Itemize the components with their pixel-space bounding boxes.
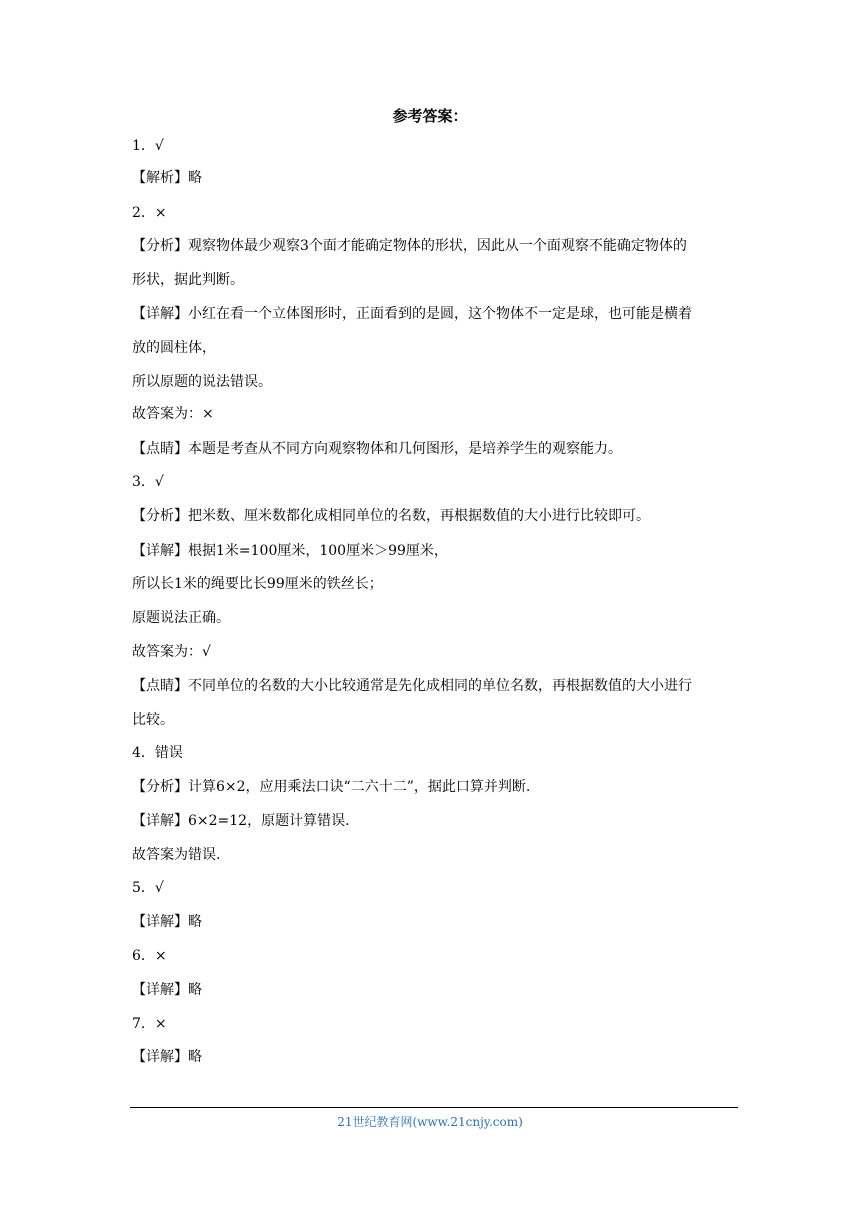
answer-line: 【点睛】本题是考查从不同方向观察物体和几何图形，是培养学生的观察能力。 <box>132 441 622 457</box>
answer-line: 6．× <box>132 948 167 964</box>
answer-line: 7．× <box>132 1016 167 1032</box>
answer-line: 【详解】根据1米=100厘米，100厘米＞99厘米， <box>132 543 448 559</box>
answer-line: 3．√ <box>132 474 164 490</box>
answer-line: 所以原题的说法错误。 <box>132 374 272 390</box>
answer-line: 形状，据此判断。 <box>132 272 244 288</box>
answer-line: 【分析】把米数、厘米数都化成相同单位的名数，再根据数值的大小进行比较即可。 <box>132 508 650 524</box>
answer-line: 【点睛】不同单位的名数的大小比较通常是先化成相同的单位名数，再根据数值的大小进行 <box>132 678 692 694</box>
answer-line: 所以长1米的绳要比长99厘米的铁丝长； <box>132 576 383 592</box>
page-title: 参考答案： <box>392 107 468 125</box>
answer-line: 5．√ <box>132 880 164 896</box>
answer-line: 比较。 <box>132 712 174 728</box>
answer-line: 故答案为错误. <box>132 847 221 863</box>
answer-line: 原题说法正确。 <box>132 610 230 626</box>
footer-source: 21世纪教育网(www.21cnjy.com) <box>337 1115 523 1129</box>
answer-line: 【详解】略 <box>132 1049 202 1065</box>
answer-line: 【详解】略 <box>132 982 202 998</box>
answer-line: 【分析】观察物体最少观察3个面才能确定物体的形状，因此从一个面观察不能确定物体的 <box>132 238 687 254</box>
answer-line: 2．× <box>132 205 167 221</box>
answer-line: 故答案为：√ <box>132 644 211 660</box>
answer-line: 【解析】略 <box>132 170 202 186</box>
answer-line: 【详解】6×2=12，原题计算错误. <box>132 813 350 829</box>
answer-line: 1．√ <box>132 138 164 154</box>
answer-line: 【详解】略 <box>132 914 202 930</box>
answer-line: 故答案为：× <box>132 406 214 422</box>
footer-divider <box>130 1107 738 1108</box>
answer-line: 放的圆柱体， <box>132 340 216 356</box>
answer-line: 【分析】计算6×2，应用乘法口诀“二六十二”，据此口算并判断. <box>132 779 531 795</box>
answer-line: 4．错误 <box>132 745 183 761</box>
answer-line: 【详解】小红在看一个立体图形时，正面看到的是圆，这个物体不一定是球，也可能是横着 <box>132 306 692 322</box>
